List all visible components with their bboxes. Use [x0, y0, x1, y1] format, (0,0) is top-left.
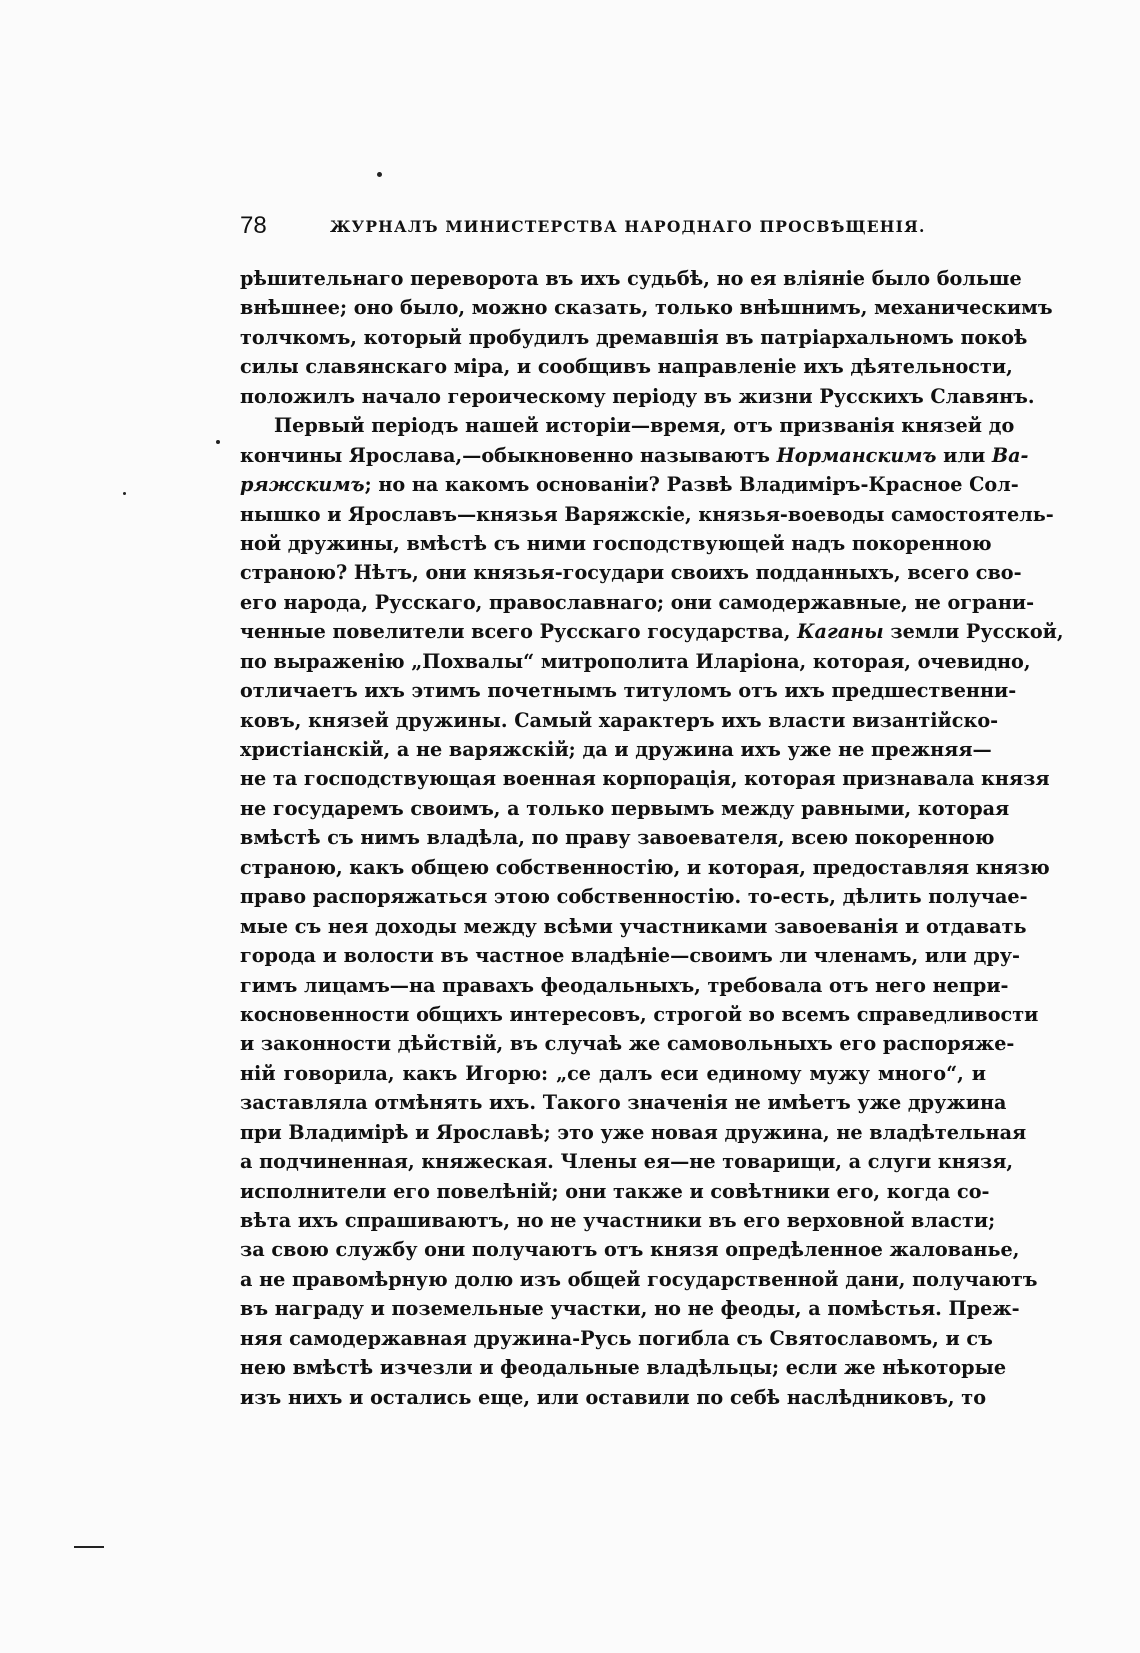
line-text: няя самодержавная дружина-Русь погибла съ Святославомъ, и съ: [240, 1326, 993, 1350]
line-text: право распоряжаться этою собственностію. то-есть, дѣлить получае-: [240, 885, 1028, 909]
text-line: [240, 1029, 1015, 1058]
line-text: а подчиненная, княжеская. Члены ея—не товарищи, а слуги князя,: [240, 1150, 1014, 1174]
text-line: [240, 1294, 1020, 1323]
text-line: [240, 676, 1017, 705]
text-line: [240, 293, 1053, 322]
line-text: изъ нихъ и остались еще, или оставили по себѣ наслѣдниковъ, то: [240, 1385, 986, 1409]
line-text: города и волости въ частное владѣніе—своимъ ли членамъ, или дру-: [240, 944, 1021, 968]
body-text: [240, 264, 1064, 1412]
stray-dot-top: [377, 172, 382, 177]
text-line: [240, 941, 1021, 970]
page-header: [240, 212, 986, 248]
stray-dash-left: [74, 1546, 104, 1548]
line-text: мые съ нея доходы между всѣми участниками завоеванія и отдавать: [240, 914, 1027, 938]
line-text: ченные повелители всего Русскаго государства,: [240, 620, 798, 644]
line-text: страною? Нѣтъ, они князья-государи своихъ подданныхъ, всего сво-: [240, 561, 1022, 585]
text-line: [240, 971, 1009, 1000]
text-line: [240, 1235, 1020, 1264]
line-text: толчкомъ, который пробудилъ дремавшія въ патріархальномъ покоѣ: [240, 325, 1028, 349]
line-text: а не правомѣрную долю изъ общей государственной дани, получаютъ: [240, 1267, 1038, 1291]
line-text: вмѣстѣ съ нимъ владѣла, по праву завоевателя, всею покоренною: [240, 826, 995, 850]
line-text: ной дружины, вмѣстѣ съ ними господствующей надъ покоренною: [240, 531, 992, 555]
text-line: [240, 823, 995, 852]
text-line: [240, 647, 1031, 676]
text-line: [240, 441, 1029, 470]
text-line: [240, 1088, 1007, 1117]
line-text: нею вмѣстѣ изчезли и феодальные владѣльцы; если же нѣкоторые: [240, 1356, 1007, 1380]
line-text: или: [936, 443, 992, 467]
text-line: [240, 264, 1022, 293]
stray-dot-margin: [216, 440, 220, 444]
line-text: кончины Ярослава,—обыкновенно называютъ: [240, 443, 777, 467]
text-line: [240, 529, 992, 558]
line-text: за свою службу они получаютъ отъ князя опредѣленное жалованье,: [240, 1238, 1020, 1262]
line-text: силы славянскаго міра, и сообщивъ направленіе ихъ дѣятельности,: [240, 355, 1013, 379]
line-text: ній говорила, какъ Игорю: „се далъ еси единому мужу много“, и: [240, 1061, 986, 1085]
line-text: исполнители его повелѣній; они также и совѣтники его, когда со-: [240, 1179, 990, 1203]
text-line: [240, 1324, 993, 1353]
italic-term: Норманскимъ: [776, 443, 937, 467]
line-text: при Владимірѣ и Ярославѣ; это уже новая дружина, не владѣтельная: [240, 1120, 1027, 1144]
page-number: 78: [240, 212, 267, 239]
text-line: [240, 882, 1028, 911]
text-line: [240, 411, 1015, 440]
line-text: положилъ начало героическому періоду въ жизни Русскихъ Славянъ.: [240, 384, 1035, 408]
text-line: [240, 1118, 1027, 1147]
line-text: отличаетъ ихъ этимъ почетнымъ титуломъ отъ ихъ предшественни-: [240, 679, 1017, 703]
line-text: не государемъ своимъ, а только первымъ между равными, которая: [240, 796, 1010, 820]
line-text: страною, какъ общею собственностію, и которая, предоставляя князю: [240, 855, 1050, 879]
line-text: гимъ лицамъ—на правахъ феодальныхъ, требовала отъ него непри-: [240, 973, 1009, 997]
line-text: ; но на какомъ основаніи? Развѣ Владиміръ-Красное Сол-: [364, 473, 1019, 497]
text-line: [240, 1000, 1039, 1029]
text-line: [240, 470, 1019, 499]
running-title: ЖУРНАЛЪ МИНИСТЕРСТВА НАРОДНАГО ПРОСВѢЩЕНІЯ.: [330, 217, 926, 236]
text-line: [240, 1206, 996, 1235]
italic-term: ряжскимъ: [240, 473, 365, 497]
text-line: [240, 323, 1028, 352]
line-text: земли Русской,: [883, 620, 1064, 644]
line-text: заставляла отмѣнять ихъ. Такого значенія не имѣетъ уже дружина: [240, 1091, 1007, 1115]
text-line: [240, 352, 1013, 381]
text-line: [240, 1177, 990, 1206]
line-text: рѣшительнаго переворота въ ихъ судьбѣ, но ея вліяніе было больше: [240, 267, 1022, 290]
text-line: [240, 1265, 1038, 1294]
line-text: Первый періодъ нашей исторіи—время, отъ призванія князей до: [274, 414, 1015, 438]
line-text: его народа, Русскаго, православнаго; они самодержавные, не ограни-: [240, 590, 1035, 614]
line-text: христіанскій, а не варяжскій; да и дружина ихъ уже не прежняя—: [240, 738, 992, 761]
stray-dot-left: [123, 492, 126, 495]
italic-term: Каганы: [797, 620, 884, 644]
text-line: [240, 853, 1050, 882]
text-line: [240, 794, 1010, 823]
line-text: по выраженію „Похвалы“ митрополита Иларіона, которая, очевидно,: [240, 649, 1031, 673]
line-text: косновенности общихъ интересовъ, строгой во всемъ справедливости: [240, 1002, 1039, 1026]
text-line: [240, 617, 1064, 646]
line-text: не та господствующая военная корпорація, которая признавала князя: [240, 767, 1050, 791]
text-line: [240, 764, 1050, 793]
text-line: [240, 735, 992, 764]
line-text: и законности дѣйствій, въ случаѣ же самовольныхъ его распоряже-: [240, 1032, 1015, 1056]
text-line: [240, 588, 1035, 617]
text-line: [240, 1383, 986, 1412]
line-text: нышко и Ярославъ—князья Варяжскіе, князья-воеводы самостоятель-: [240, 502, 1054, 526]
text-line: [240, 558, 1022, 587]
text-line: [240, 1147, 1014, 1176]
text-line: [240, 912, 1027, 941]
text-line: [240, 500, 1054, 529]
text-line: [240, 1353, 1007, 1382]
text-line: [240, 382, 1035, 411]
line-text: въ награду и поземельные участки, но не феоды, а помѣстья. Преж-: [240, 1297, 1020, 1321]
line-text: ковъ, князей дружины. Самый характеръ ихъ власти византійско-: [240, 708, 999, 732]
line-text: внѣшнее; оно было, можно сказать, только внѣшнимъ, механическимъ: [240, 296, 1053, 320]
text-line: [240, 1059, 986, 1088]
text-line: [240, 706, 999, 735]
italic-term: Ва-: [991, 443, 1029, 467]
line-text: вѣта ихъ спрашиваютъ, но не участники въ его верховной власти;: [240, 1209, 996, 1232]
